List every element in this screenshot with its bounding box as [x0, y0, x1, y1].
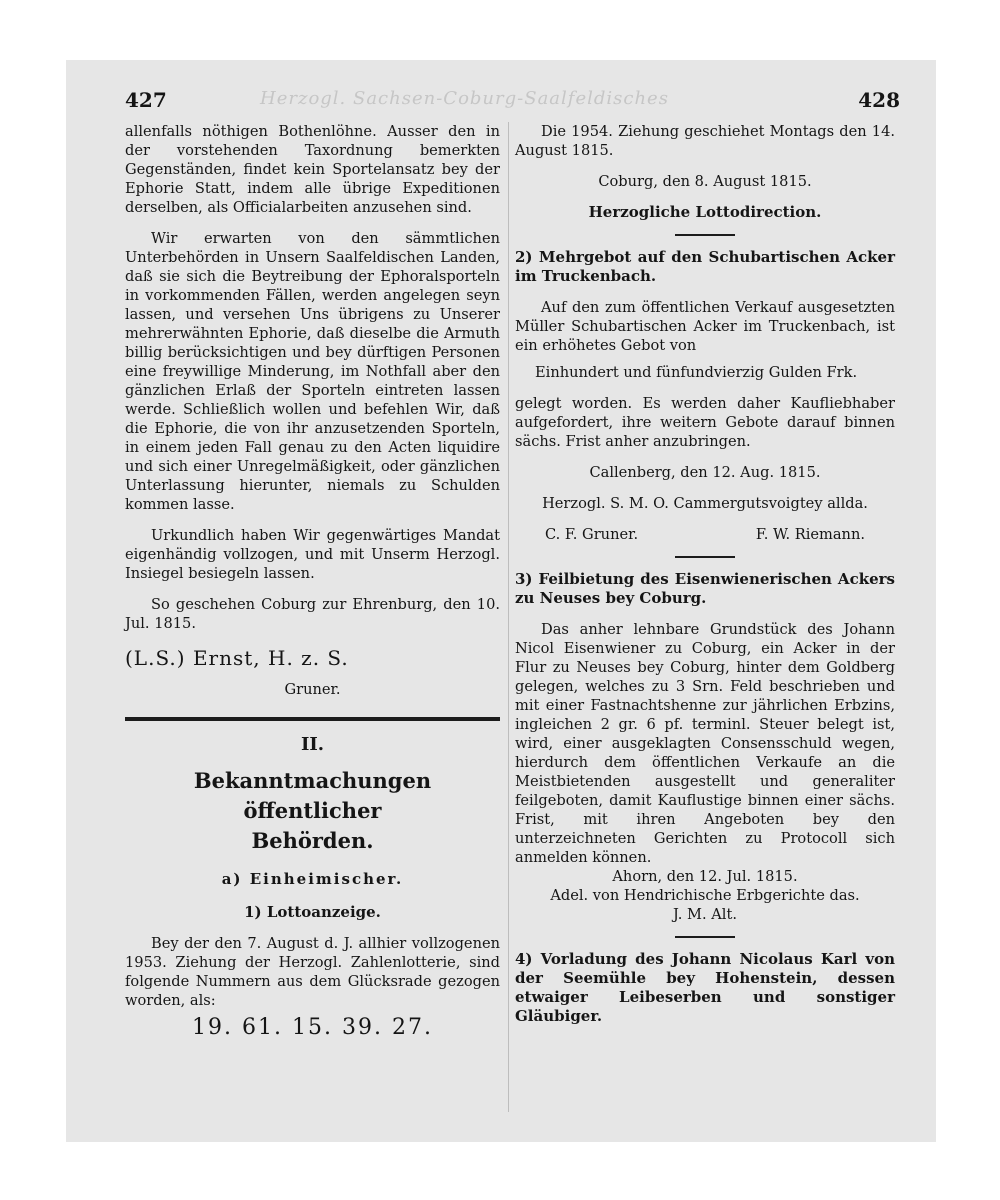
section-title-line: Bekanntmachungen öffentlicher: [193, 768, 432, 823]
item-heading: 4) Vorladung des Johann Nicolaus Karl von der Seemühle bey Hohenstein, dessen etwaiger Leibeserben und sonstiger Gläubiger.: [515, 950, 895, 1025]
amount-line: Einhundert und fünfundvierzig Gulden Frk.: [535, 364, 858, 381]
separator-rule: [675, 234, 735, 236]
paragraph: Bey der den 7. August d. J. allhier vollzogenen 1953. Ziehung der Herzogl. Zahlenlotterie, sind folgende Nummern aus dem Glücksrade gezogen worden, als:: [125, 935, 500, 1009]
paragraph: Auf den zum öffentlichen Verkauf ausgesetzten Müller Schubartischen Acker im Truckenbach, ist ein erhöhetes Gebot von: [515, 299, 895, 354]
document-page: [90, 82, 920, 1127]
left-column: [125, 122, 500, 1040]
issuing-authority: Herzogl. S. M. O. Cammergutsvoigtey allda.: [542, 495, 868, 512]
subsection-heading: a) Einheimischer.: [221, 870, 404, 888]
signer: J. M. Alt.: [673, 906, 737, 923]
paragraph: Das anher lehnbare Grundstück des Johann Nicol Eisenwiener zu Coburg, ein Acker in der Flur zu Neuses bey Coburg, hinter dem Goldberg gelegen, welches zu 3 Srn. Feld beschrieben und mit einer Fastnachtshenne zur jährlichen Erbzins, ingleichen 2 gr. 6 pf. terminl. Steuer belegt ist, wird, einer ausgeklagten Consensschuld wegen, hierdurch dem öffentlichen Verkaufe an die Meistbietenden ausgestellt und generaliter feilgeboten, damit Kauflustige binnen einer sächs. Frist, mit ihren Angeboten bey den unterzeichneten Gerichten zu Protocoll sich anmelden können.: [515, 621, 895, 866]
item-heading: 3) Feilbietung des Eisenwienerischen Ackers zu Neuses bey Coburg.: [515, 570, 895, 607]
paragraph: gelegt worden. Es werden daher Kaufliebhaber aufgefordert, ihre weitern Gebote darauf binnen sächs. Frist anher anzubringen.: [515, 395, 895, 450]
paragraph: Die 1954. Ziehung geschiehet Montags den 14. August 1815.: [515, 123, 895, 159]
seal-signature: (L.S.) Ernst, H. z. S.: [125, 646, 349, 670]
signer: F. W. Riemann.: [755, 526, 865, 543]
item-heading: 1) Lottoanzeige.: [244, 903, 381, 921]
issuing-authority: Adel. von Hendrichische Erbgerichte das.: [550, 887, 860, 904]
lottery-numbers: 19. 61. 15. 39. 27.: [192, 1015, 433, 1040]
running-head-bleedthrough: Herzogl. Sachsen-Coburg-Saalfeldisches: [260, 88, 669, 109]
place-date: Callenberg, den 12. Aug. 1815.: [589, 464, 821, 481]
separator-rule: [675, 936, 735, 938]
column-divider: [508, 122, 509, 1112]
section-title: [125, 766, 500, 856]
section-title-line: Behörden.: [251, 828, 374, 853]
paragraph: allenfalls nöthigen Bothenlöhne. Ausser den in der vorstehenden Taxordnung bemerkten Gegenständen, findet kein Sportelansatz bey der Ephorie Statt, indem alle übrige Expeditionen derselben, als Officialarbeiten anzusehen sind.: [125, 123, 500, 216]
item-heading: 2) Mehrgebot auf den Schubartischen Acker im Truckenbach.: [515, 248, 895, 285]
right-column: [515, 122, 895, 1026]
paragraph: Urkundlich haben Wir gegenwärtiges Mandat eigenhändig vollzogen, und mit Unserm Herzogl. Insiegel besiegeln lassen.: [125, 527, 500, 582]
separator-rule: [675, 556, 735, 558]
paragraph: Wir erwarten von den sämmtlichen Unterbehörden in Unsern Saalfeldischen Landen, daß sie sich die Beytreibung der Ephoralsporteln in vorkommenden Fällen, werden angelegen seyn lassen, und versehen Uns übrigens zu Unserer mehrerwähnten Ephorie, daß dieselbe die Armuth billig berücksichtigen und bey dürftigen Personen eine freywillige Minderung, im Nothfall aber den gänzlichen Erlaß der Sporteln eintreten lassen werde. Schließlich wollen und befehlen Wir, daß die Ephorie, die von ihr anzusetzenden Sporteln, in einem jeden Fall genau zu den Acten liquidire und sich einer Unregelmäßigkeit, oder gänzlichen Unterlassung hierunter, niemals zu Schulden kommen lasse.: [125, 230, 500, 513]
signature-line: [515, 525, 895, 544]
left-page-number: 427: [125, 88, 167, 112]
place-date: So geschehen Coburg zur Ehrenburg, den 10. Jul. 1815.: [125, 596, 500, 632]
signer: C. F. Gruner.: [545, 526, 639, 543]
signer: Gruner.: [284, 681, 341, 698]
issuing-authority: Herzogliche Lottodirection.: [588, 203, 822, 221]
section-number: II.: [300, 734, 325, 755]
place-date: Coburg, den 8. August 1815.: [598, 173, 812, 190]
section-rule: [125, 717, 500, 721]
right-page-number: 428: [858, 88, 900, 112]
place-date: Ahorn, den 12. Jul. 1815.: [612, 868, 798, 885]
